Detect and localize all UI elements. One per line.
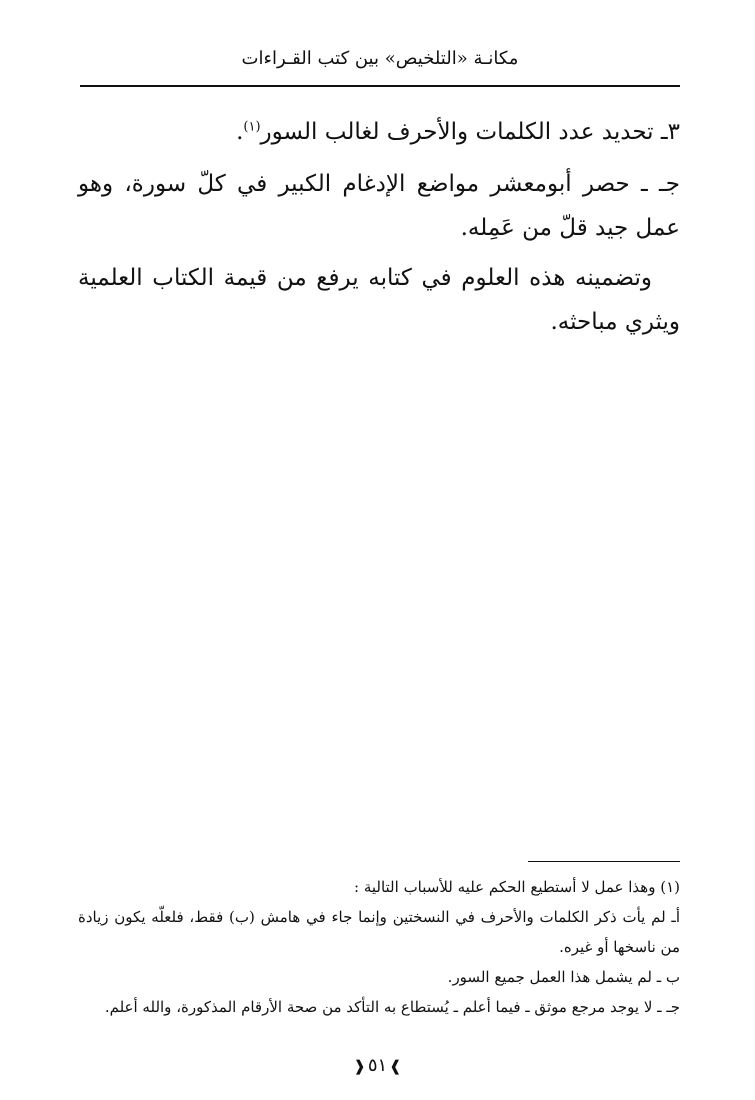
page-number-value: ٥١ [367,1055,388,1076]
header-rule [80,85,680,87]
footnote-1-item-a: أـ لم يأت ذكر الكلمات والأحرف في النسختين وإنما جاء في هامش (ب) فقط، فلعلّه يكون زيادة من ناسخها أو غيره. [78,908,680,956]
list-item-3-end: . [236,119,244,145]
list-item-3 [78,110,680,154]
list-item-j: جـ ـ حصر أبومعشر مواضع الإدغام الكبير في كلّ سورة، وهو عمل جيد قلّ من عَمِله. [78,171,680,241]
list-item-3-text: ٣ـ تحديد عدد الكلمات والأحرف لغالب السور [260,119,680,145]
footnote-separator [528,861,680,862]
footnote-ref-1[interactable]: (١) [243,119,261,135]
footnote-1-item-b: ب ـ لم يشمل هذا العمل جميع السور. [447,968,680,986]
page-number-right-ornament: ❱ [389,1057,402,1075]
conclusion-paragraph: وتضمينه هذه العلوم في كتابه يرفع من قيمة الكتاب العلمية ويثري مباحثه. [78,265,680,335]
main-text [78,110,680,350]
footnote-1: (١) وهذا عمل لا أستطيع الحكم عليه للأسباب التالية : [354,878,680,896]
footnotes [78,872,680,1022]
running-head-title: مكانـة «التلخيص» بين كتب القـراءات [241,48,519,69]
footnote-1-item-j: جـ ـ لا يوجد مرجع موثق ـ فيما أعلم ـ يُستطاع به التأكد من صحة الأرقام المذكورة، والله أعلم. [104,998,680,1016]
page-number [0,1052,755,1080]
page-number-left-ornament: ❰ [353,1057,366,1075]
